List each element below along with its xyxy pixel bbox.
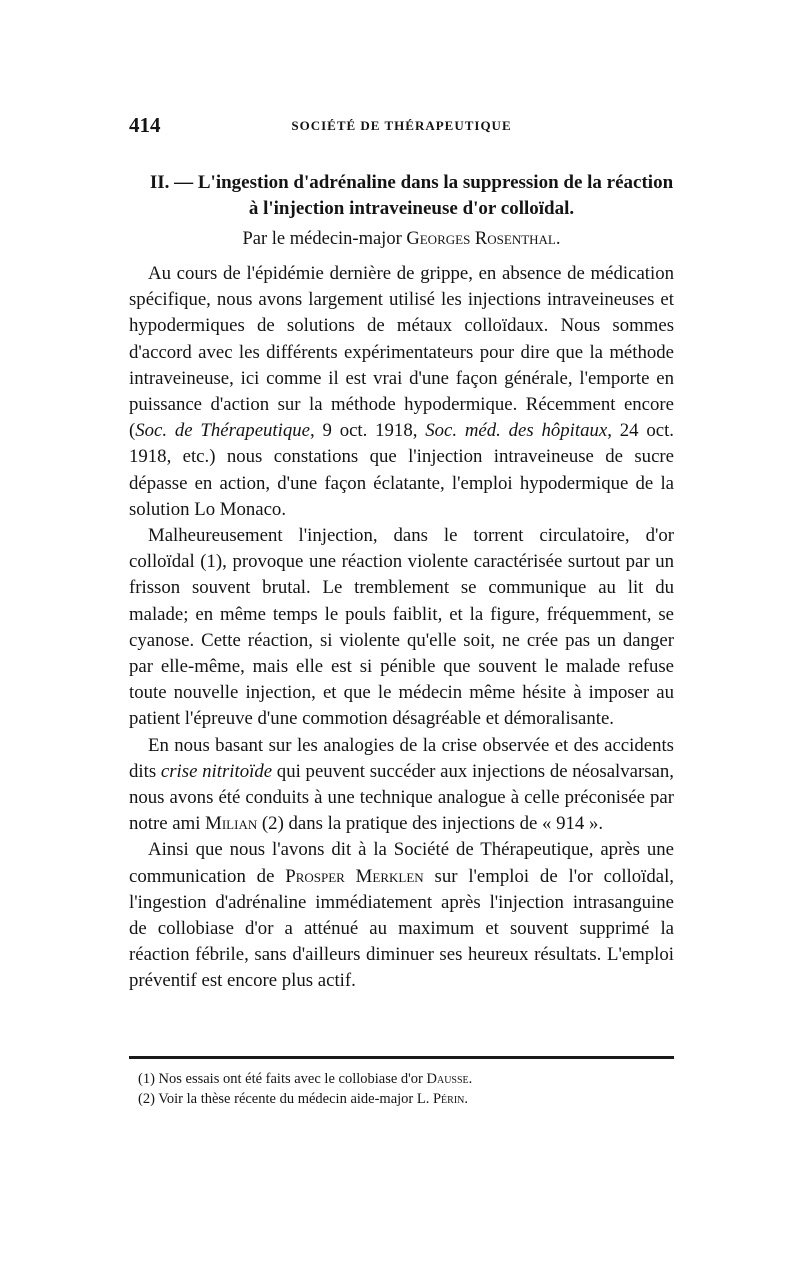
footnote-rule bbox=[129, 1056, 674, 1059]
page-header bbox=[129, 113, 674, 137]
reference-soc-med-hopitaux: Soc. méd. des hôpitaux bbox=[425, 420, 608, 442]
paragraph-1-text-a: Au cours de l'épidémie dernière de grippe, en absence de médication spécifique, nous avons largement utilisé les injections intraveineuses et hypodermiques de solutions de métaux colloïdaux. Nous sommes d'accord avec les différents expérimentateurs pour dire que la méthode intraveineuse, ici comme il est vrai d'une façon générale, l'emporte en puissance d'action sur la méthode hypodermique. Récemment encore ( bbox=[129, 263, 674, 442]
term-crise-nitritoide: crise nitritoïde bbox=[160, 760, 273, 782]
author-name: Georges Rosenthal bbox=[406, 229, 556, 249]
byline-suffix: . bbox=[555, 229, 561, 249]
reference-soc-therapeutique: Soc. de Thérapeutique bbox=[135, 420, 310, 442]
paragraph-4-text-a: Ainsi que nous l'avons dit à la Société de Thérapeutique, après une communication de bbox=[129, 839, 674, 887]
footnote-2 bbox=[138, 1089, 668, 1109]
running-head: SOCIÉTÉ DE THÉRAPEUTIQUE bbox=[291, 118, 512, 133]
page-number: 414 bbox=[129, 113, 161, 137]
footnote-1 bbox=[138, 1069, 668, 1089]
paragraph-3-text-a: En nous basant sur les analogies de la crise observée et des accidents dits bbox=[129, 734, 674, 782]
paragraph-4-text-b: sur l'emploi de l'or colloïdal, l'ingestion d'adrénaline immédiatement après l'injection intrasanguine de collobiase d'or a atténué au maximum et souvent supprimé la réaction fébrile, sans d'ailleurs diminuer ses heureux résultats. L'emploi préventif est encore plus actif. bbox=[129, 865, 675, 992]
paragraph-3 bbox=[129, 733, 674, 838]
name-perin: Périn bbox=[432, 1091, 465, 1107]
paragraph-4 bbox=[129, 837, 674, 994]
footnotes bbox=[138, 1069, 668, 1109]
name-milian: Milian bbox=[205, 813, 258, 835]
footnote-1-text-b: . bbox=[468, 1071, 473, 1087]
paragraph-3-text-b: qui peuvent succéder aux injections de néosalvarsan, nous avons été conduits à une technique analogue à celle préconisée par notre ami bbox=[129, 760, 674, 835]
name-dausse: Dausse bbox=[426, 1071, 469, 1087]
paragraph-1-text-c: , 24 oct. 1918, etc.) nous constations que l'injection intraveineuse de sucre dépasse en action, d'une façon éclatante, l'emploi hypodermique de la solution Lo Monaco. bbox=[129, 420, 674, 520]
byline bbox=[129, 226, 674, 252]
footnote-2-text-b: . bbox=[464, 1091, 469, 1107]
footnote-2-text-a: (2) Voir la thèse récente du médecin aide-major L. bbox=[138, 1091, 433, 1107]
paragraph-3-text-c: (2) dans la pratique des injections de « 914 ». bbox=[257, 813, 604, 835]
name-prosper-merklen: Prosper Merklen bbox=[285, 865, 424, 887]
article-title: II. — L'ingestion d'adrénaline dans la suppression de la réaction à l'injection intraveineuse d'or colloïdal. bbox=[149, 172, 674, 219]
byline-prefix: Par le médecin-major bbox=[242, 229, 407, 249]
paragraph-2: Malheureusement l'injection, dans le torrent circulatoire, d'or colloïdal (1), provoque une réaction violente caractérisée surtout par un frisson souvent brutal. Le tremblement se communique au lit du malade; en même temps le pouls faiblit, et la figure, fréquemment, se cyanose. Cette réaction, si violente qu'elle soit, ne crée pas un danger par elle-même, mais elle est si pénible que souvent le malade refuse toute nouvelle injection, et que le médecin même hésite à imposer au patient l'épreuve d'une commotion désagréable et démoralisante. bbox=[129, 525, 674, 730]
body-text bbox=[129, 261, 674, 995]
paragraph-1 bbox=[129, 261, 674, 523]
footnote-1-text-a: (1) Nos essais ont été faits avec le collobiase d'or bbox=[138, 1071, 427, 1087]
article-body bbox=[129, 170, 674, 995]
paragraph-1-text-b: , 9 oct. 1918, bbox=[309, 420, 426, 442]
